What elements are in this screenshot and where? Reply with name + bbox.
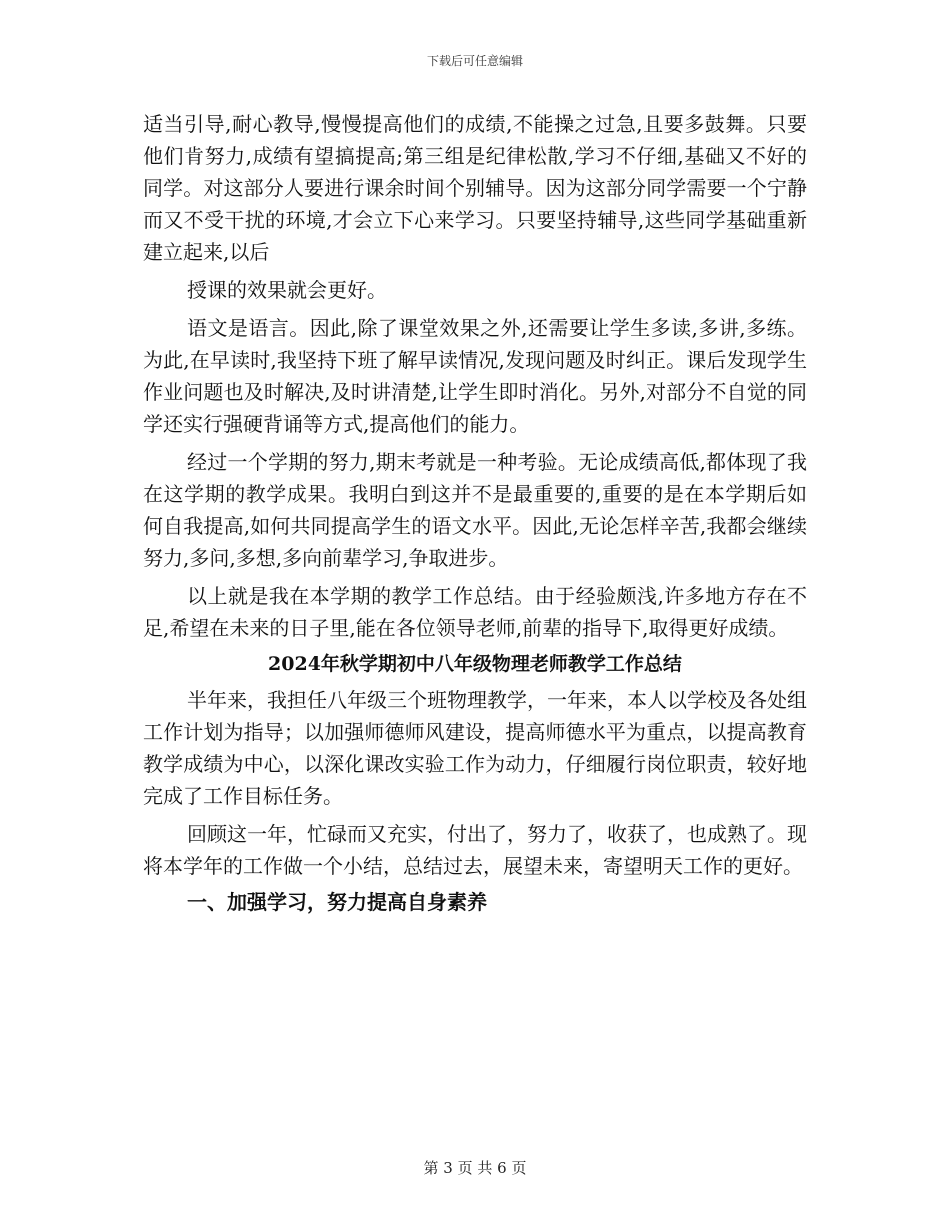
section-heading-1: 一、加强学习，努力提高自身素养: [187, 890, 487, 914]
paragraph-5: 以上就是我在本学期的教学工作总结。由于经验颇浅,许多地方存在不足,希望在未来的日子里,能在各位领导老师,前辈的指导下,取得更好成绩。: [143, 584, 807, 640]
paragraph-4: 经过一个学期的努力,期末考就是一种考验。无论成绩高低,都体现了我在这学期的教学成果。我明白到这并不是最重要的,重要的是在本学期后如何自我提高,如何共同提高学生的语文水平。因此,无论怎样辛苦,我都会继续努力,多问,多想,多向前辈学习,争取进步。: [143, 450, 807, 570]
document-body: [143, 108, 807, 918]
paragraph-6: 半年来，我担任八年级三个班物理教学，一年来，本人以学校及各处组工作计划为指导；以加强师德师风建设，提高师德水平为重点，以提高教育教学成绩为中心，以深化课改实验工作为动力，仔细履行岗位职责，较好地完成了工作目标任务。: [143, 688, 807, 808]
paragraph-2: 授课的效果就会更好。: [187, 278, 387, 302]
page-footer: 第 3 页 共 6 页: [423, 1159, 527, 1177]
page-header: 下载后可任意编辑: [426, 54, 523, 68]
paragraph-1: 适当引导,耐心教导,慢慢提高他们的成绩,不能操之过急,且要多鼓舞。只要他们肯努力,成绩有望搞提高;第三组是纪律松散,学习不仔细,基础又不好的同学。对这部分人要进行课余时间个别辅导。因为这部分同学需要一个宁静而又不受干扰的环境,才会立下心来学习。只要坚持辅导,这些同学基础重新建立起来,以后: [143, 112, 807, 264]
section-title: 2024年秋学期初中八年级物理老师教学工作总结: [268, 653, 682, 675]
paragraph-3: 语文是语言。因此,除了课堂效果之外,还需要让学生多读,多讲,多练。为此,在早读时,我坚持下班了解早读情况,发现问题及时纠正。课后发现学生作业问题也及时解决,及时讲清楚,让学生即时消化。另外,对部分不自觉的同学还实行强硬背诵等方式,提高他们的能力。: [143, 316, 807, 436]
paragraph-7: 回顾这一年，忙碌而又充实，付出了，努力了，收获了，也成熟了。现将本学年的工作做一个小结，总结过去，展望未来，寄望明天工作的更好。: [143, 822, 807, 878]
